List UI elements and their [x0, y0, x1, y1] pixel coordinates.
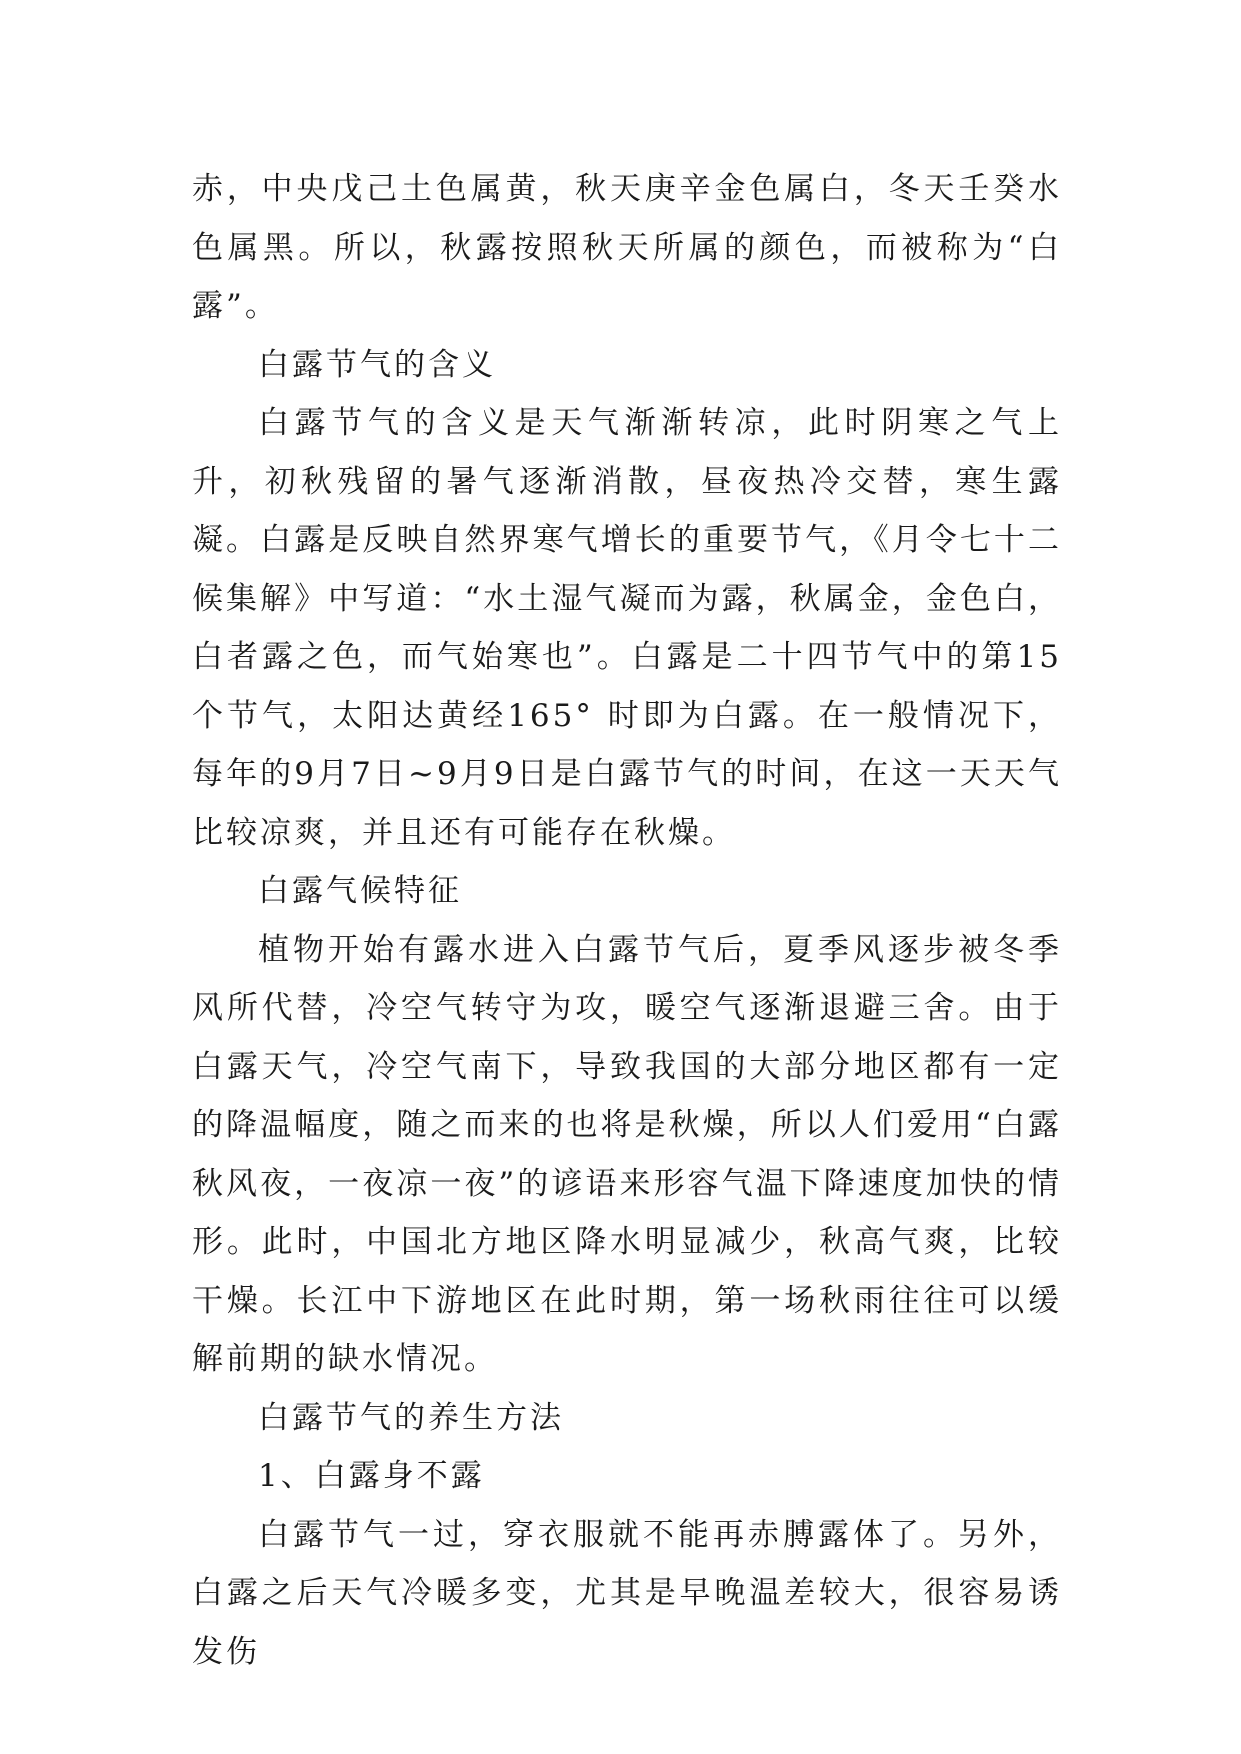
paragraph-continuation: 赤，中央戊己土色属黄，秋天庚辛金色属白，冬天壬癸水色属黑。所以，秋露按照秋天所属的颜色，而被称为“白露”。 — [192, 171, 1062, 324]
subsection-heading-1: 1、白露身不露 — [258, 1458, 485, 1494]
paragraph-climate: 植物开始有露水进入白露节气后，夏季风逐步被冬季风所代替，冷空气转守为攻，暖空气逐渐退避三舍。由于白露天气，冷空气南下，导致我国的大部分地区都有一定的降温幅度，随之而来的也将是秋燥，所以人们爱用“白露秋风夜，一夜凉一夜”的谚语来形容气温下降速度加快的情形。此时，中国北方地区降水明显减少，秋高气爽，比较干燥。长江中下游地区在此时期，第一场秋雨往往可以缓解前期的缺水情况。 — [192, 931, 1062, 1377]
paragraph-health-1: 白露节气一过，穿衣服就不能再赤膊露体了。另外，白露之后天气冷暖多变，尤其是早晚温差较大，很容易诱发伤 — [192, 1516, 1062, 1670]
section-heading-meaning: 白露节气的含义 — [258, 346, 496, 383]
document-body — [192, 160, 1062, 1681]
section-heading-climate: 白露气候特征 — [258, 873, 462, 909]
paragraph-meaning: 白露节气的含义是天气渐渐转凉，此时阴寒之气上升，初秋残留的暑气逐渐消散，昼夜热冷交替，寒生露凝。白露是反映自然界寒气增长的重要节气，《月令七十二候集解》中写道：“水土湿气凝而为露，秋属金，金色白，白者露之色，而气始寒也”。白露是二十四节气中的第15个节气，太阳达黄经165° 时即为白露。在一般情况下，每年的9月7日~9月9日是白露节气的时间，在这一天天气比较凉爽，并且还有可能存在秋燥。 — [192, 405, 1062, 851]
section-heading-health: 白露节气的养生方法 — [258, 1399, 564, 1436]
